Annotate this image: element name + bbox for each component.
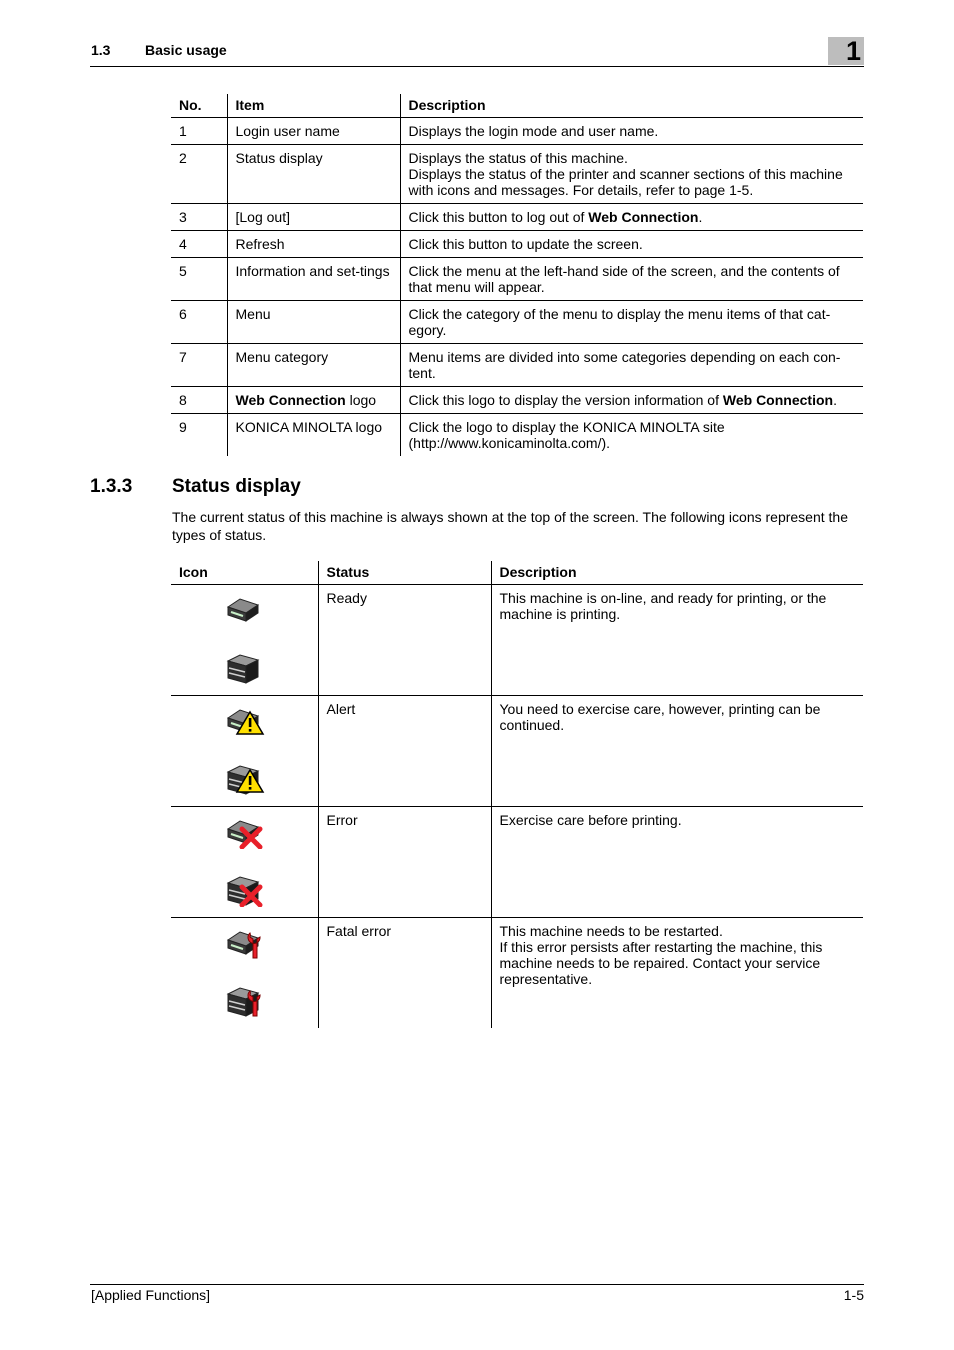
header-section-title: Basic usage [145,42,227,58]
page-footer [90,1284,864,1303]
section-intro: The current status of this machine is always shown at the top of the screen. The following icons represent the types of status. [172,509,848,543]
row-description [400,145,863,204]
row-item: Menu category [227,344,400,387]
printer-fatal-icon [223,926,265,960]
row-description: This machine is on-line, and ready for printing, or the machine is printing. [491,585,863,696]
row-no: 6 [171,301,227,344]
row-item: [Log out] [227,204,400,231]
desc-bold-text: Web Connection [588,209,699,225]
page-number: 1-5 [843,1287,864,1303]
section-title: Status display [172,476,301,497]
table-row [171,918,863,1029]
col-header-description: Description [400,94,863,118]
row-item: Menu [227,301,400,344]
items-table [171,94,863,456]
row-description: Click the category of the menu to display the menu items of that cat-egory. [400,301,863,344]
row-description [400,204,863,231]
row-item: KONICA MINOLTA logo [227,414,400,457]
col-header-item: Item [227,94,400,118]
table-row [171,118,863,145]
row-status: Fatal error [318,918,491,1029]
icon-cell [171,585,318,696]
icon-cell [171,696,318,807]
section-heading [90,476,301,498]
desc-line: Displays the status of the printer and scanner sections of this machine with icons and messages. For details, refer to page 1-5. [408,166,843,198]
row-description [491,918,863,1029]
desc-text: Click this button to log out of [408,209,589,225]
table-row [171,301,863,344]
status-icons-table [171,561,863,1028]
col-header-icon: Icon [171,561,318,585]
table-header-row [171,561,863,585]
page-header [90,36,864,67]
chapter-number-box: 1 [828,37,864,65]
row-description [400,387,863,414]
row-no: 8 [171,387,227,414]
mfp-ready-icon [223,651,265,685]
header-section-number: 1.3 [91,42,111,58]
col-header-description: Description [491,561,863,585]
row-description: Click this button to update the screen. [400,231,863,258]
row-item: Refresh [227,231,400,258]
row-status: Ready [318,585,491,696]
mfp-error-icon [223,873,265,907]
col-header-status: Status [318,561,491,585]
desc-line: This machine needs to be restarted. [499,923,723,939]
desc-text: Click this logo to display the version information of [408,392,723,408]
row-item: Information and set-tings [227,258,400,301]
table-row [171,344,863,387]
row-description: Click the menu at the left-hand side of the screen, and the contents of that menu will appear. [400,258,863,301]
row-description: You need to exercise care, however, printing can be continued. [491,696,863,807]
row-no: 5 [171,258,227,301]
row-item [227,387,400,414]
mfp-alert-icon [223,762,265,796]
section-number: 1.3.3 [90,476,133,497]
row-item: Login user name [227,118,400,145]
item-text: logo [345,392,377,408]
row-no: 7 [171,344,227,387]
table-row [171,585,863,696]
table-row [171,807,863,918]
footer-left-text: [Applied Functions] [91,1287,211,1303]
row-status: Alert [318,696,491,807]
printer-error-icon [223,815,265,849]
row-status: Error [318,807,491,918]
row-description: Displays the login mode and user name. [400,118,863,145]
table-header-row [171,94,863,118]
row-no: 1 [171,118,227,145]
row-no: 2 [171,145,227,204]
table-row [171,258,863,301]
row-description: Menu items are divided into some categories depending on each con-tent. [400,344,863,387]
row-item: Status display [227,145,400,204]
table-row [171,696,863,807]
icon-cell [171,918,318,1029]
icon-cell [171,807,318,918]
desc-text: . [833,392,837,408]
row-no: 9 [179,419,187,435]
table-row [171,204,863,231]
printer-ready-icon [223,593,265,627]
table-row [171,414,863,457]
table-row [171,387,863,414]
desc-bold-text: Web Connection [722,392,834,408]
col-header-no: No. [171,94,227,118]
row-description: Exercise care before printing. [491,807,863,918]
table-row [171,145,863,204]
desc-text: . [698,209,703,225]
desc-line: Displays the status of this machine. [408,150,628,166]
row-description: Click the logo to display the KONICA MINOLTA site (http://www.konicaminolta.com/). [400,414,863,457]
desc-line: If this error persists after restarting the machine, this machine needs to be repaired. Contact your service representative. [499,939,823,987]
item-bold-text: Web Connection [235,392,346,408]
mfp-fatal-icon [223,984,265,1018]
row-no: 3 [171,204,227,231]
printer-alert-icon [223,704,265,738]
table-row [171,231,863,258]
row-no: 4 [171,231,227,258]
